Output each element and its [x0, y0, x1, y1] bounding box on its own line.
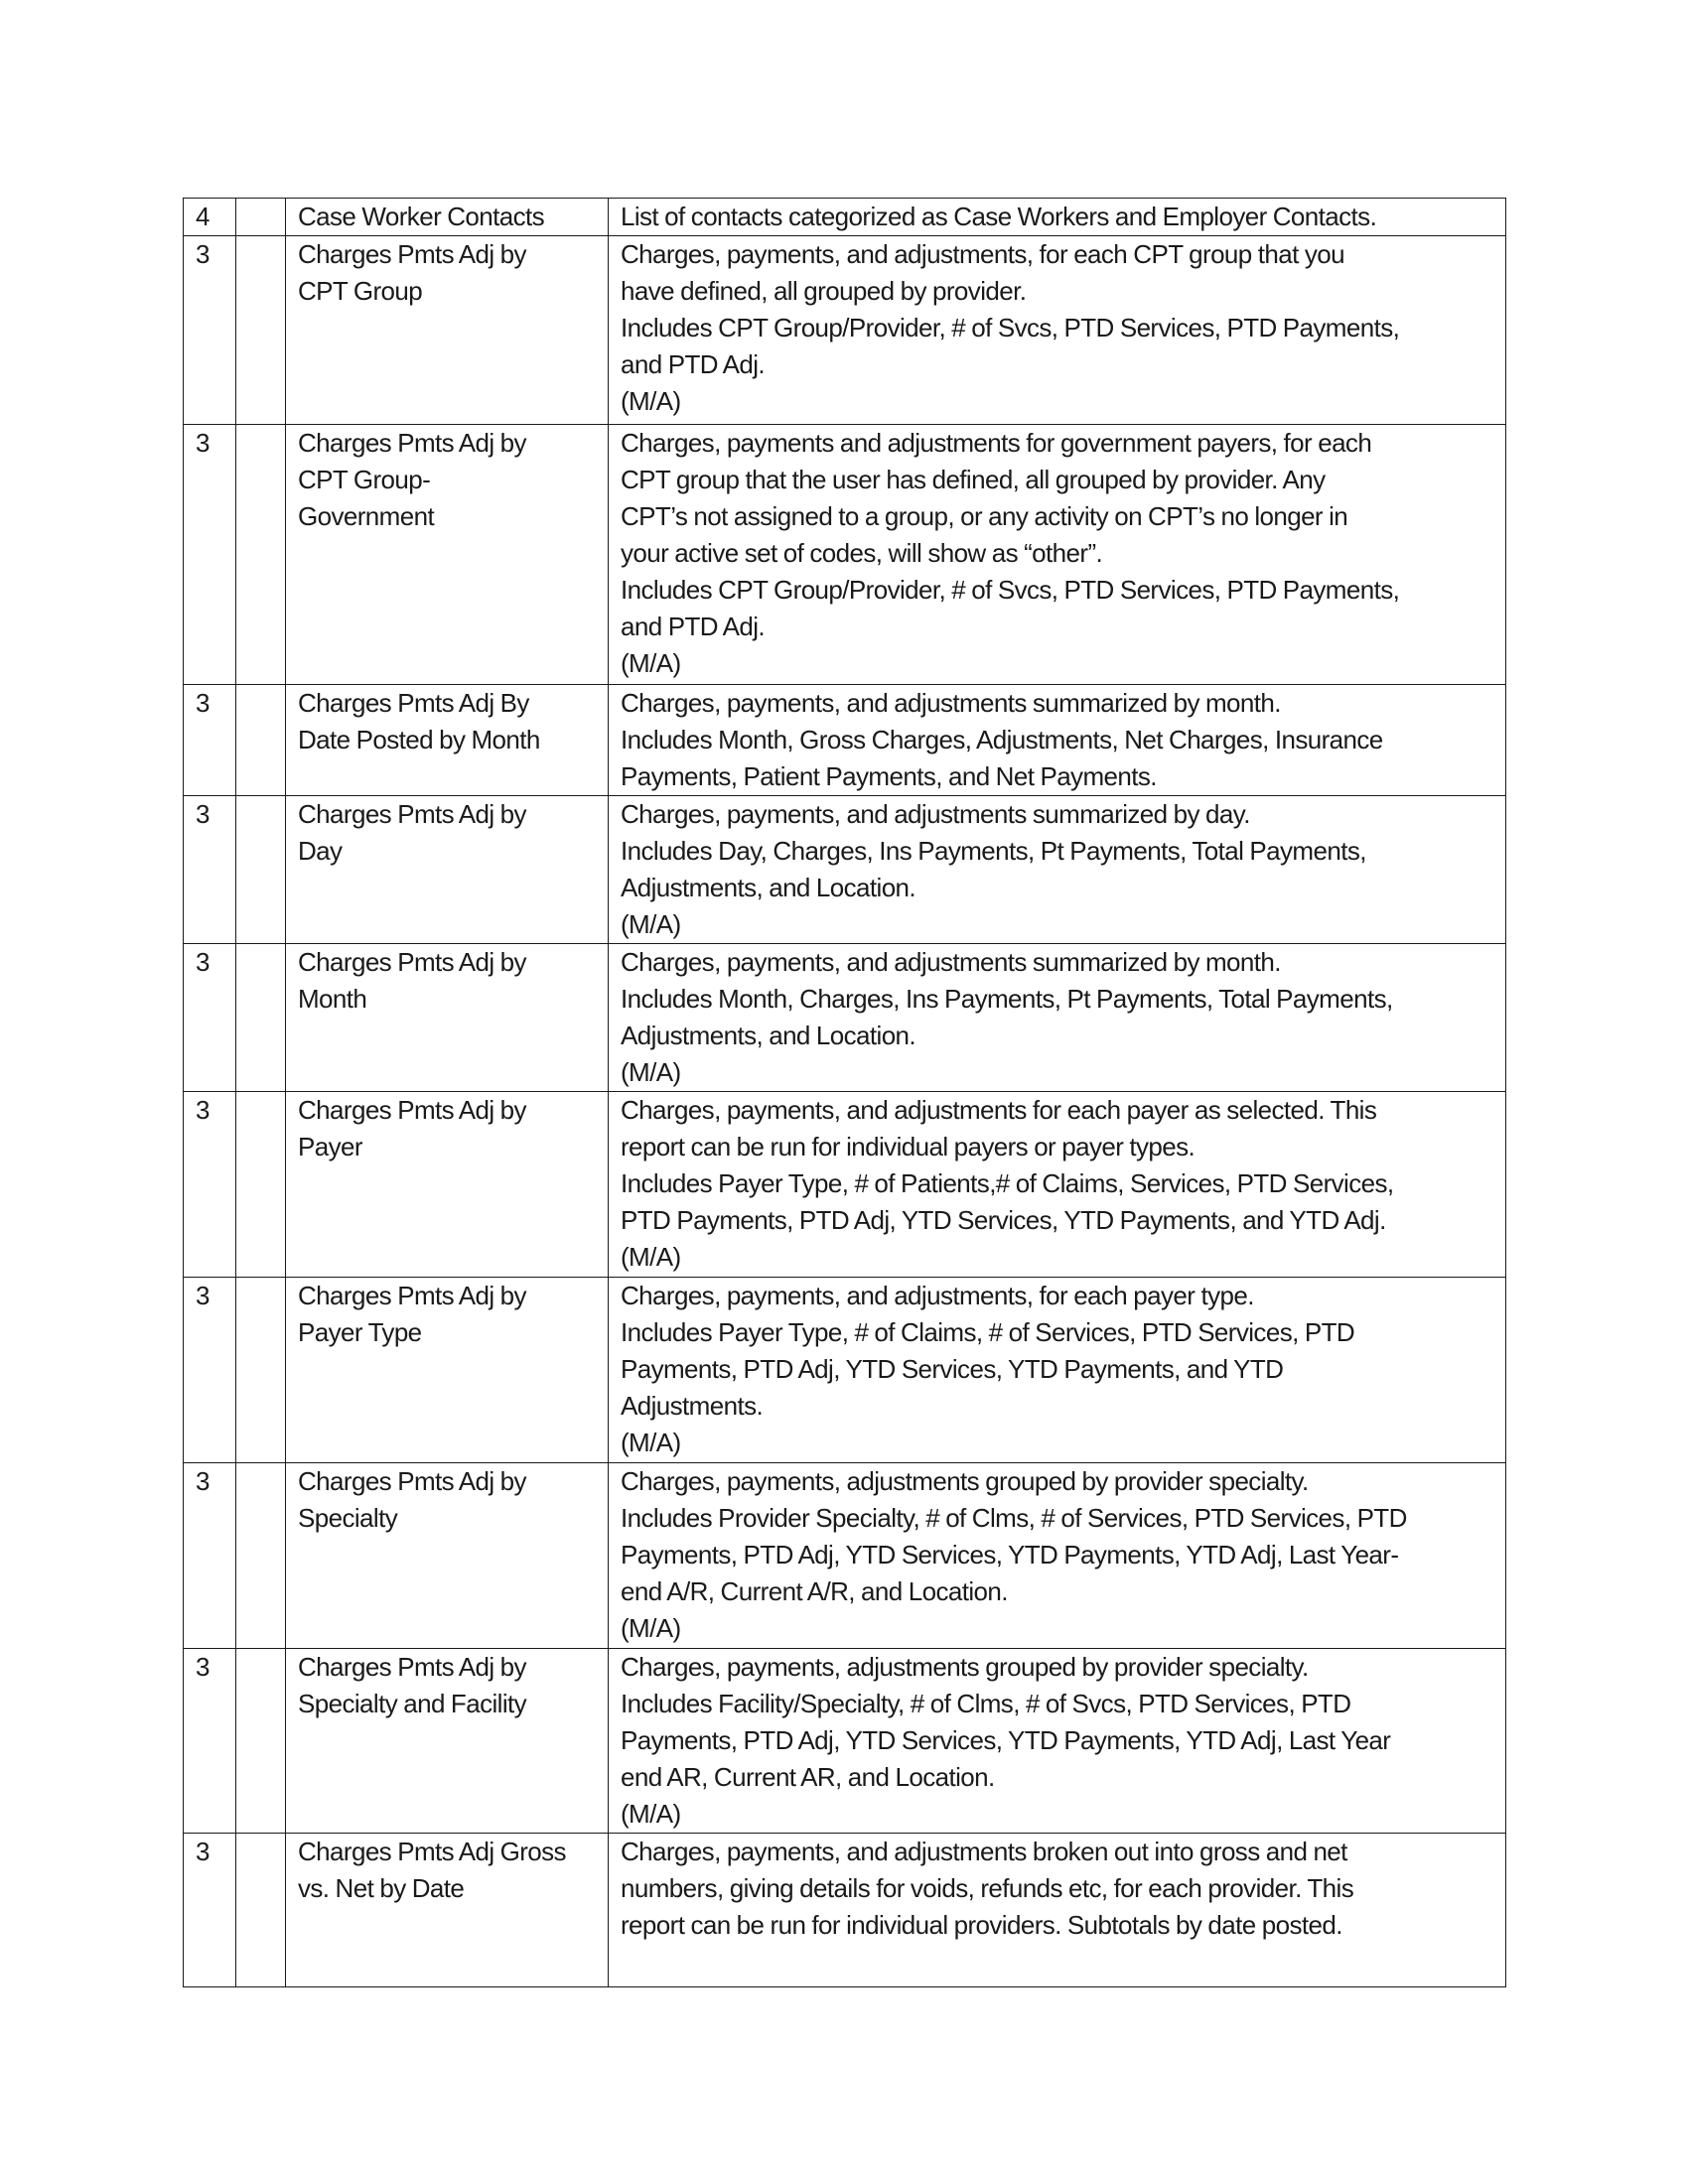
report-name-cell [286, 1278, 609, 1463]
report-description-line: (M/A) [621, 1799, 681, 1829]
report-description-cell [609, 796, 1506, 944]
report-name-cell [286, 425, 609, 685]
report-name-line: Case Worker Contacts [298, 202, 545, 231]
flag-cell [236, 1834, 286, 1987]
report-name-line: Government [298, 501, 435, 531]
report-description-line: your active set of codes, will show as “other”. [621, 538, 1103, 568]
table-row [184, 1278, 1506, 1463]
report-name-line: Charges Pmts Adj by [298, 1466, 526, 1496]
report-name-line: Charges Pmts Adj by [298, 1095, 526, 1125]
report-description-line: Includes Month, Gross Charges, Adjustments, Net Charges, Insurance [621, 725, 1383, 754]
report-description-line: Charges, payments, and adjustments summarized by month. [621, 947, 1281, 977]
level-cell: 3 [184, 1278, 236, 1463]
report-description-cell [609, 1463, 1506, 1649]
report-name-line: Charges Pmts Adj by [298, 1652, 526, 1682]
report-name-line: Charges Pmts Adj Gross [298, 1837, 566, 1866]
report-description-line: (M/A) [621, 648, 681, 678]
report-description-line: Charges, payments, and adjustments broken out into gross and net [621, 1837, 1347, 1866]
level-cell: 4 [184, 199, 236, 236]
table-row [184, 1649, 1506, 1834]
report-description-line: Adjustments, and Location. [621, 1021, 916, 1050]
report-name-line: Date Posted by Month [298, 725, 540, 754]
report-name-line: Charges Pmts Adj by [298, 428, 526, 458]
table-row [184, 1092, 1506, 1278]
report-description-line: List of contacts categorized as Case Workers and Employer Contacts. [621, 202, 1377, 231]
report-name-line: vs. Net by Date [298, 1873, 465, 1903]
report-description-cell [609, 199, 1506, 236]
flag-cell [236, 199, 286, 236]
report-description-line: end A/R, Current A/R, and Location. [621, 1576, 1008, 1606]
report-name-cell [286, 796, 609, 944]
report-name-line: CPT Group- [298, 465, 431, 494]
report-list-table [183, 198, 1506, 1987]
report-description-line: PTD Payments, PTD Adj, YTD Services, YTD Payments, and YTD Adj. [621, 1205, 1386, 1235]
report-description-line: Includes Month, Charges, Ins Payments, Pt Payments, Total Payments, [621, 984, 1393, 1014]
report-name-line: Charges Pmts Adj by [298, 1281, 526, 1310]
report-description-line: Payments, PTD Adj, YTD Services, YTD Payments, YTD Adj, Last Year [621, 1725, 1391, 1755]
report-description-line: Adjustments, and Location. [621, 873, 916, 902]
report-description-line: (M/A) [621, 1613, 681, 1643]
report-name-line: CPT Group [298, 276, 423, 306]
report-name-line: Charges Pmts Adj by [298, 239, 526, 269]
table-row [184, 199, 1506, 236]
flag-cell [236, 425, 286, 685]
table-row [184, 1463, 1506, 1649]
table-row [184, 944, 1506, 1092]
report-description-line: Payments, PTD Adj, YTD Services, YTD Payments, YTD Adj, Last Year- [621, 1540, 1399, 1570]
report-description-line: Charges, payments, and adjustments summarized by day. [621, 799, 1250, 829]
report-description-line: CPT’s not assigned to a group, or any activity on CPT’s no longer in [621, 501, 1348, 531]
report-name-cell [286, 236, 609, 425]
report-description-line: Charges, payments, adjustments grouped by provider specialty. [621, 1652, 1309, 1682]
level-cell: 3 [184, 425, 236, 685]
report-name-line: Charges Pmts Adj by [298, 947, 526, 977]
flag-cell [236, 1463, 286, 1649]
report-name-cell [286, 1463, 609, 1649]
level-cell: 3 [184, 685, 236, 796]
flag-cell [236, 1278, 286, 1463]
report-name-line: Charges Pmts Adj by [298, 799, 526, 829]
report-name-line: Day [298, 836, 343, 866]
report-description-line: (M/A) [621, 1242, 681, 1272]
flag-cell [236, 685, 286, 796]
flag-cell [236, 236, 286, 425]
report-description-line: Payments, Patient Payments, and Net Payments. [621, 761, 1157, 791]
report-description-line: (M/A) [621, 909, 681, 939]
report-description-line: report can be run for individual providers. Subtotals by date posted. [621, 1910, 1342, 1940]
report-list-body [184, 199, 1506, 1987]
report-description-line: report can be run for individual payers or payer types. [621, 1132, 1196, 1161]
table-row [184, 1834, 1506, 1987]
report-description-line: (M/A) [621, 1428, 681, 1457]
report-description-line: Adjustments. [621, 1391, 764, 1421]
report-description-line: end AR, Current AR, and Location. [621, 1762, 995, 1792]
report-name-cell [286, 1649, 609, 1834]
report-name-line: Payer [298, 1132, 362, 1161]
report-description-line: Includes Facility/Specialty, # of Clms, # of Svcs, PTD Services, PTD [621, 1689, 1351, 1718]
report-name-cell [286, 1092, 609, 1278]
report-description-line: numbers, giving details for voids, refunds etc, for each provider. This [621, 1873, 1354, 1903]
report-description-line: Includes CPT Group/Provider, # of Svcs, PTD Services, PTD Payments, [621, 575, 1400, 605]
report-description-cell [609, 685, 1506, 796]
table-row [184, 425, 1506, 685]
report-description-line: Charges, payments, and adjustments, for each CPT group that you [621, 239, 1344, 269]
report-name-line: Charges Pmts Adj By [298, 688, 529, 718]
report-description-line: Includes Payer Type, # of Claims, # of Services, PTD Services, PTD [621, 1317, 1355, 1347]
report-name-line: Specialty [298, 1503, 398, 1533]
level-cell: 3 [184, 796, 236, 944]
report-description-line: and PTD Adj. [621, 612, 765, 641]
level-cell: 3 [184, 944, 236, 1092]
level-cell: 3 [184, 1092, 236, 1278]
report-description-line: and PTD Adj. [621, 349, 765, 379]
flag-cell [236, 1092, 286, 1278]
report-description-line: CPT group that the user has defined, all grouped by provider. Any [621, 465, 1326, 494]
flag-cell [236, 1649, 286, 1834]
report-description-cell [609, 1278, 1506, 1463]
level-cell: 3 [184, 1834, 236, 1987]
report-description-line: Charges, payments, and adjustments summarized by month. [621, 688, 1281, 718]
report-description-line: Charges, payments and adjustments for government payers, for each [621, 428, 1372, 458]
report-description-cell [609, 1834, 1506, 1987]
report-name-cell [286, 199, 609, 236]
table-row [184, 236, 1506, 425]
level-cell: 3 [184, 236, 236, 425]
report-description-cell [609, 1092, 1506, 1278]
report-name-line: Specialty and Facility [298, 1689, 527, 1718]
report-description-line: Payments, PTD Adj, YTD Services, YTD Payments, and YTD [621, 1354, 1284, 1384]
report-description-line: Charges, payments, and adjustments for each payer as selected. This [621, 1095, 1377, 1125]
report-name-cell [286, 944, 609, 1092]
report-description-line: Charges, payments, adjustments grouped by provider specialty. [621, 1466, 1309, 1496]
report-description-line: Includes Day, Charges, Ins Payments, Pt Payments, Total Payments, [621, 836, 1366, 866]
table-row [184, 685, 1506, 796]
report-description-line: (M/A) [621, 1057, 681, 1087]
level-cell: 3 [184, 1649, 236, 1834]
report-description-line: Includes Provider Specialty, # of Clms, # of Services, PTD Services, PTD [621, 1503, 1407, 1533]
flag-cell [236, 944, 286, 1092]
report-description-cell [609, 944, 1506, 1092]
report-description-line: have defined, all grouped by provider. [621, 276, 1027, 306]
table-row [184, 796, 1506, 944]
flag-cell [236, 796, 286, 944]
report-description-cell [609, 1649, 1506, 1834]
report-description-cell [609, 236, 1506, 425]
report-description-line: Includes CPT Group/Provider, # of Svcs, PTD Services, PTD Payments, [621, 313, 1400, 342]
report-description-line: Charges, payments, and adjustments, for each payer type. [621, 1281, 1254, 1310]
report-description-cell [609, 425, 1506, 685]
level-cell: 3 [184, 1463, 236, 1649]
report-description-line: Includes Payer Type, # of Patients,# of Claims, Services, PTD Services, [621, 1168, 1394, 1198]
report-name-cell [286, 1834, 609, 1987]
report-description-line: (M/A) [621, 386, 681, 416]
report-name-line: Payer Type [298, 1317, 422, 1347]
report-name-cell [286, 685, 609, 796]
report-name-line: Month [298, 984, 367, 1014]
